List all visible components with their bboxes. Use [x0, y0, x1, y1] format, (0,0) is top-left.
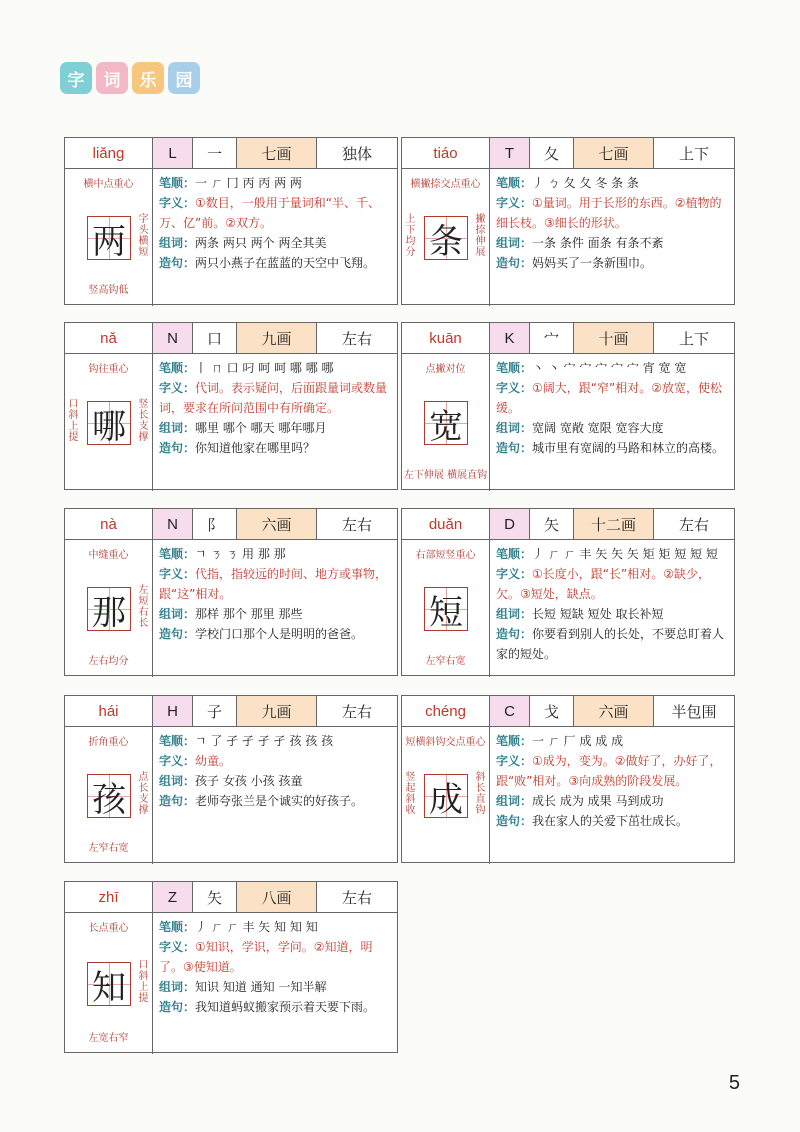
writing-tip-bottom: 左宽右窄 [88, 1033, 129, 1044]
card-header [65, 509, 397, 540]
writing-tip-bottom: 竖高钩低 [88, 285, 129, 296]
meaning-label: 字义： [496, 196, 533, 210]
character-grid [87, 962, 131, 1006]
meaning-row [159, 937, 391, 977]
character-panel [402, 169, 490, 306]
meaning-row [159, 564, 391, 604]
words-label: 组词： [159, 980, 196, 994]
radical: 夂 [530, 138, 574, 168]
index-letter: C [490, 696, 530, 726]
index-letter: T [490, 138, 530, 168]
banner-tile: 园 [168, 62, 200, 94]
main-character: 哪 [92, 406, 126, 447]
sentence-row [496, 624, 728, 664]
meaning: 幼童。 [195, 754, 232, 768]
pinyin: duǎn [402, 509, 490, 539]
pinyin: liǎng [65, 138, 153, 168]
stroke-count: 九画 [237, 323, 317, 353]
meaning-row [496, 193, 728, 233]
sentence-label: 造句： [496, 814, 533, 828]
stroke-count: 六画 [237, 509, 317, 539]
words-row [496, 233, 728, 253]
stroke-count: 十画 [574, 323, 654, 353]
stroke-count: 六画 [574, 696, 654, 726]
structure-type: 上下 [678, 144, 709, 163]
stroke-order-label: 笔顺： [159, 734, 196, 748]
words-row [159, 771, 391, 791]
main-character: 孩 [92, 779, 126, 820]
sentence: 你要看到别人的长处，不要总盯着人家的短处。 [496, 627, 725, 661]
sentence-row [159, 253, 391, 273]
character-grid [87, 587, 131, 631]
character-grid [424, 587, 468, 631]
writing-tip-bottom: 左右均分 [88, 656, 129, 667]
words-label: 组词： [159, 236, 196, 250]
stroke-order-label: 笔顺： [496, 734, 533, 748]
index-letter: L [153, 138, 193, 168]
meaning: ①阔大，跟“窄”相对。②放宽，使松缓。 [496, 381, 722, 415]
main-character: 条 [429, 221, 463, 262]
words: 宽阔 宽敞 宽限 宽容大度 [532, 421, 664, 435]
banner-tile: 乐 [132, 62, 164, 94]
words: 知识 知道 通知 一知半解 [195, 980, 327, 994]
structure-type: 左右 [341, 329, 372, 348]
character-details [490, 727, 734, 864]
writing-tip-top: 钩往重心 [88, 364, 129, 375]
character-panel [402, 727, 490, 864]
character-card [401, 137, 735, 305]
writing-tip-top: 右部短竖重心 [415, 550, 476, 561]
character-details [153, 540, 397, 677]
radical: 子 [193, 696, 237, 726]
character-card [401, 508, 735, 676]
words-row [159, 977, 391, 997]
meaning-row [159, 751, 391, 771]
writing-tip-top: 短横斜钩交点重心 [405, 737, 486, 748]
sentence: 城市里有宽阔的马路和林立的高楼。 [532, 441, 725, 455]
character-card [401, 695, 735, 863]
meaning-label: 字义： [159, 196, 196, 210]
writing-tip-top: 横中点重心 [83, 179, 134, 190]
stroke-order-row [496, 173, 728, 193]
sentence-label: 造句： [159, 627, 196, 641]
character-grid [87, 216, 131, 260]
structure-type: 半包围 [671, 702, 717, 721]
words: 哪里 哪个 哪天 哪年哪月 [195, 421, 327, 435]
meaning-label: 字义： [159, 381, 196, 395]
radical: 宀 [530, 323, 574, 353]
card-header [402, 138, 734, 169]
words-label: 组词： [159, 421, 196, 435]
stroke-order: 丶 丶 宀 宀 宀 宀 宀 宵 宽 宽 [532, 361, 687, 375]
sentence: 学校门口那个人是明明的爸爸。 [195, 627, 364, 641]
stroke-count: 八画 [237, 882, 317, 912]
words-label: 组词： [496, 236, 533, 250]
writing-tip-right: 口斜上提 [138, 960, 149, 1004]
sentence-label: 造句： [496, 627, 533, 641]
meaning-label: 字义： [496, 754, 533, 768]
character-grid [424, 216, 468, 260]
writing-tip-top: 折角重心 [88, 737, 129, 748]
character-panel [65, 354, 153, 491]
stroke-count: 七画 [574, 138, 654, 168]
index-letter: N [153, 509, 193, 539]
structure-type: 独体 [341, 144, 372, 163]
words: 长短 短缺 短处 取长补短 [532, 607, 664, 621]
words-row [159, 604, 391, 624]
character-details [153, 354, 397, 491]
stroke-order-label: 笔顺： [159, 176, 196, 190]
character-details [153, 727, 397, 864]
words: 孩子 女孩 小孩 孩童 [195, 774, 303, 788]
sentence-row [496, 438, 728, 458]
meaning: ①知识，学识，学问。②知道，明了。③使知道。 [159, 940, 373, 974]
meaning-row [159, 378, 391, 418]
pinyin: chéng [402, 696, 490, 726]
words-row [496, 791, 728, 811]
card-header [402, 323, 734, 354]
stroke-order: 丨 ㄇ 口 叼 呵 呵 哪 哪 哪 [195, 361, 334, 375]
writing-tip-right: 斜长直钩 [475, 772, 486, 816]
words-label: 组词： [496, 794, 533, 808]
stroke-order-row [159, 173, 391, 193]
character-panel [402, 540, 490, 677]
character-details [490, 354, 734, 491]
meaning: ①长度小，跟“长”相对。②缺少，欠。③短处，缺点。 [496, 567, 710, 601]
sentence: 老师夸张兰是个诚实的好孩子。 [195, 794, 364, 808]
index-letter: H [153, 696, 193, 726]
sentence-row [496, 253, 728, 273]
character-grid [424, 774, 468, 818]
stroke-order: 一 ㄏ 厂 成 成 成 [532, 734, 624, 748]
stroke-order-row [496, 731, 728, 751]
stroke-count: 九画 [237, 696, 317, 726]
character-card [64, 322, 398, 490]
character-card [401, 322, 735, 490]
main-character: 短 [429, 592, 463, 633]
meaning-row [159, 193, 391, 233]
index-letter: N [153, 323, 193, 353]
writing-tip-bottom: 左窄右宽 [425, 656, 466, 667]
sentence-row [159, 624, 391, 644]
words: 一条 条件 面条 有条不紊 [532, 236, 664, 250]
page-number: 5 [728, 1072, 740, 1094]
stroke-order: 丿 ㄅ 夂 夂 冬 条 条 [532, 176, 639, 190]
character-details [153, 169, 397, 306]
words: 成长 成为 成果 马到成功 [532, 794, 664, 808]
stroke-order-label: 笔顺： [159, 361, 196, 375]
card-header [65, 138, 397, 169]
character-panel [65, 540, 153, 677]
writing-tip-right: 撇捺伸展 [475, 214, 486, 258]
section-banner [60, 62, 200, 94]
main-character: 知 [92, 967, 126, 1008]
stroke-order-label: 笔顺： [496, 176, 533, 190]
pinyin: tiáo [402, 138, 490, 168]
stroke-order: ㄱ 了 孑 孑 孑 孑 孩 孩 孩 [195, 734, 334, 748]
writing-tip-top: 横撇捺交点重心 [410, 179, 481, 190]
stroke-order: 一 ㄏ 冂 丙 丙 两 两 [195, 176, 302, 190]
stroke-order-row [159, 544, 391, 564]
writing-tip-bottom: 左窄右宽 [88, 843, 129, 854]
sentence-row [159, 997, 391, 1017]
words-row [496, 604, 728, 624]
stroke-order-row [496, 544, 728, 564]
stroke-count: 十二画 [574, 509, 654, 539]
radical: 戈 [530, 696, 574, 726]
card-header [65, 323, 397, 354]
radical: 一 [193, 138, 237, 168]
radical: 矢 [193, 882, 237, 912]
index-letter: K [490, 323, 530, 353]
words-label: 组词： [496, 607, 533, 621]
sentence-label: 造句： [159, 441, 196, 455]
meaning: ①量词。用于长形的东西。②植物的细长枝。③细长的形状。 [496, 196, 722, 230]
writing-tip-left: 口斜上提 [68, 399, 79, 443]
radical: 阝 [193, 509, 237, 539]
words-row [496, 418, 728, 438]
structure-type: 左右 [341, 702, 372, 721]
main-character: 宽 [429, 406, 463, 447]
character-grid [87, 774, 131, 818]
sentence-row [496, 811, 728, 831]
stroke-order: 丿 ㄏ ㄏ 丰 矢 知 知 知 [195, 920, 318, 934]
stroke-order: ㄱ ㄋ ㄋ 用 那 那 [195, 547, 286, 561]
character-card [64, 881, 398, 1053]
words-row [159, 418, 391, 438]
stroke-order-row [159, 917, 391, 937]
sentence: 我知道蚂蚁搬家预示着天要下雨。 [195, 1000, 376, 1014]
writing-tip-right: 字头横短 [138, 214, 149, 258]
structure-type: 左右 [678, 515, 709, 534]
card-header [65, 882, 397, 913]
structure-type: 左右 [341, 888, 372, 907]
stroke-count: 七画 [237, 138, 317, 168]
stroke-order-label: 笔顺： [496, 547, 533, 561]
words: 两条 两只 两个 两全其美 [195, 236, 327, 250]
pinyin: hái [65, 696, 153, 726]
sentence-row [159, 438, 391, 458]
card-header [402, 696, 734, 727]
words-label: 组词： [159, 607, 196, 621]
writing-tip-top: 中缝重心 [88, 550, 129, 561]
index-letter: D [490, 509, 530, 539]
writing-tip-right: 竖长支撑 [138, 399, 149, 443]
meaning-label: 字义： [159, 567, 196, 581]
character-card [64, 137, 398, 305]
index-letter: Z [153, 882, 193, 912]
banner-tile: 词 [96, 62, 128, 94]
stroke-order-label: 笔顺： [496, 361, 533, 375]
meaning-label: 字义： [496, 567, 533, 581]
sentence: 你知道他家在哪里吗？ [195, 441, 316, 455]
character-details [153, 913, 397, 1054]
words-label: 组词： [159, 774, 196, 788]
writing-tip-right: 左短右长 [138, 585, 149, 629]
stroke-order-label: 笔顺： [159, 920, 196, 934]
sentence: 妈妈买了一条新围巾。 [532, 256, 653, 270]
main-character: 成 [429, 779, 463, 820]
sentence-label: 造句： [159, 256, 196, 270]
writing-tip-top: 点撇对位 [425, 364, 466, 375]
radical: 口 [193, 323, 237, 353]
card-header [65, 696, 397, 727]
words-row [159, 233, 391, 253]
sentence-label: 造句： [159, 1000, 196, 1014]
writing-tip-left: 上下均分 [405, 214, 416, 258]
pinyin: kuān [402, 323, 490, 353]
meaning-row [496, 751, 728, 791]
sentence-row [159, 791, 391, 811]
stroke-order-row [496, 358, 728, 378]
pinyin: nǎ [65, 323, 153, 353]
character-grid [424, 401, 468, 445]
pinyin: nà [65, 509, 153, 539]
writing-tip-top: 长点重心 [88, 923, 129, 934]
stroke-order-row [159, 358, 391, 378]
sentence: 我在家人的关爱下茁壮成长。 [532, 814, 689, 828]
stroke-order-label: 笔顺： [159, 547, 196, 561]
character-card [64, 508, 398, 676]
character-grid [87, 401, 131, 445]
meaning-row [496, 564, 728, 604]
writing-tip-left: 竖起斜收 [405, 772, 416, 816]
character-details [490, 169, 734, 306]
character-panel [402, 354, 490, 491]
words-label: 组词： [496, 421, 533, 435]
pinyin: zhī [65, 882, 153, 912]
sentence-label: 造句： [496, 256, 533, 270]
writing-tip-right: 点长支撑 [138, 772, 149, 816]
structure-type: 上下 [678, 329, 709, 348]
main-character: 两 [92, 221, 126, 262]
structure-type: 左右 [341, 515, 372, 534]
writing-tip-bottom: 左下伸展 横展直钩 [403, 470, 488, 481]
card-header [402, 509, 734, 540]
meaning: 代指，指较远的时间、地方或事物，跟“这”相对。 [159, 567, 388, 601]
meaning: ①数目，一般用于量词和“半、千、万、亿”前。②双方。 [159, 196, 380, 230]
main-character: 那 [92, 592, 126, 633]
meaning-label: 字义： [159, 754, 196, 768]
meaning-label: 字义： [159, 940, 196, 954]
radical: 矢 [530, 509, 574, 539]
words: 那样 那个 那里 那些 [195, 607, 303, 621]
sentence: 两只小燕子在蓝蓝的天空中飞翔。 [195, 256, 376, 270]
character-details [490, 540, 734, 677]
stroke-order: 丿 ㄏ ㄏ 丰 矢 矢 矢 矩 矩 短 短 短 [532, 547, 718, 561]
character-panel [65, 727, 153, 864]
character-panel [65, 169, 153, 306]
sentence-label: 造句： [496, 441, 533, 455]
stroke-order-row [159, 731, 391, 751]
banner-tile: 字 [60, 62, 92, 94]
character-panel [65, 913, 153, 1054]
meaning-label: 字义： [496, 381, 533, 395]
meaning: 代词。表示疑问，后面跟量词或数量词，要求在所问范围中有所确定。 [159, 381, 388, 415]
sentence-label: 造句： [159, 794, 196, 808]
character-card [64, 695, 398, 863]
meaning-row [496, 378, 728, 418]
meaning: ①成为，变为。②做好了，办好了，跟“败”相对。③向成熟的阶段发展。 [496, 754, 722, 788]
